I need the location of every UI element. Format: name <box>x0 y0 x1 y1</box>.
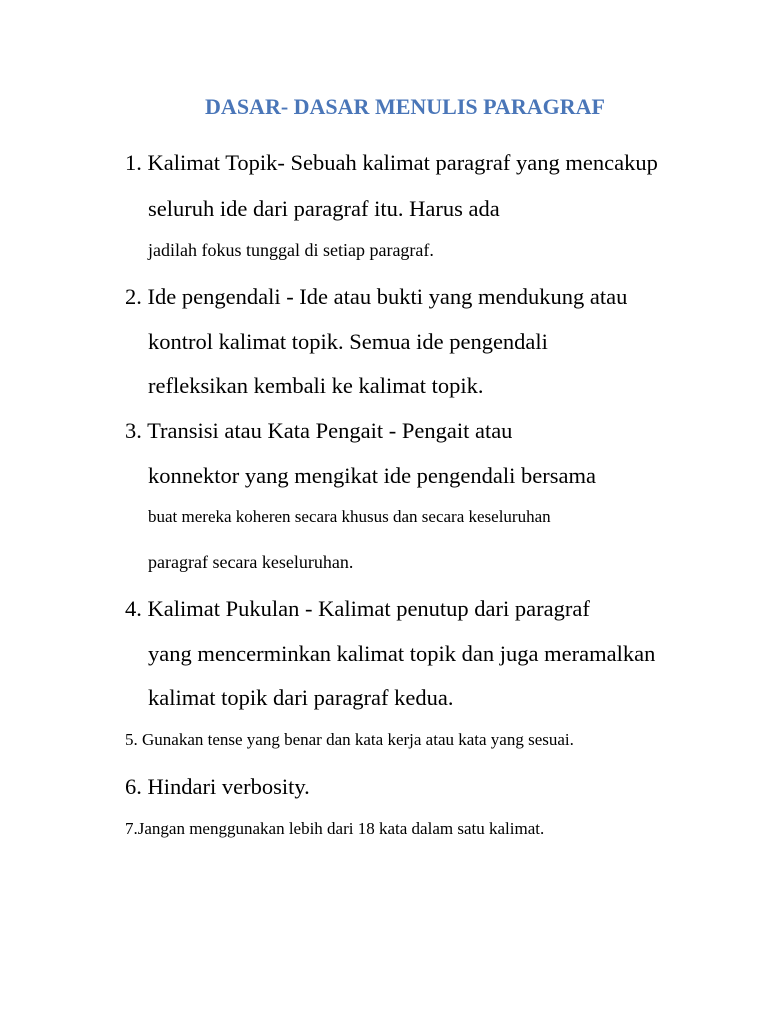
list-item-1-line-1: 1. Kalimat Topik- Sebuah kalimat paragraf yang mencakup <box>125 150 658 175</box>
list-item-5: 5. Gunakan tense yang benar dan kata kerja atau kata yang sesuai. <box>125 730 574 749</box>
list-item-6: 6. Hindari verbosity. <box>125 774 310 799</box>
list-item-4-line-2: yang mencerminkan kalimat topik dan juga meramalkan <box>148 641 656 666</box>
list-item-3-line-4: paragraf secara keseluruhan. <box>148 552 354 572</box>
list-item-2-line-2: kontrol kalimat topik. Semua ide pengendali <box>148 329 548 354</box>
list-item-4-line-1: 4. Kalimat Pukulan - Kalimat penutup dari paragraf <box>125 596 590 621</box>
list-item-3-line-1: 3. Transisi atau Kata Pengait - Pengait atau <box>125 418 513 443</box>
list-item-2-line-1: 2. Ide pengendali - Ide atau bukti yang mendukung atau <box>125 284 628 309</box>
list-item-7: 7.Jangan menggunakan lebih dari 18 kata dalam satu kalimat. <box>125 819 545 838</box>
list-item-1-line-2: seluruh ide dari paragraf itu. Harus ada <box>148 196 500 221</box>
document-title: DASAR- DASAR MENULIS PARAGRAF <box>205 94 605 119</box>
list-item-2-line-3: refleksikan kembali ke kalimat topik. <box>148 373 484 398</box>
list-item-3-line-3: buat mereka koheren secara khusus dan secara keseluruhan <box>148 507 551 526</box>
list-item-4-line-3: kalimat topik dari paragraf kedua. <box>148 685 454 710</box>
list-item-1-line-3: jadilah fokus tunggal di setiap paragraf. <box>148 240 434 260</box>
list-item-3-line-2: konnektor yang mengikat ide pengendali bersama <box>148 463 596 488</box>
